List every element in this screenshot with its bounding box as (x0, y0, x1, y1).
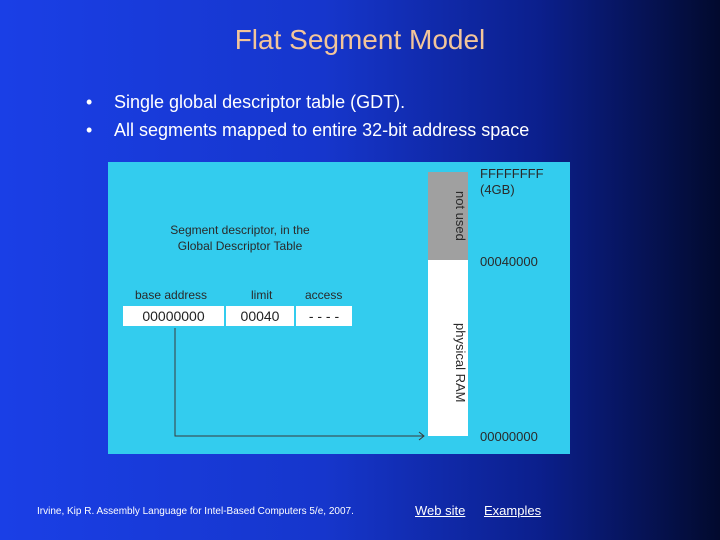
segment-diagram (108, 162, 570, 454)
limit-cell: 00040 (226, 306, 294, 326)
bullet-item (86, 116, 529, 144)
access-header: access (305, 288, 343, 302)
bullet-item (86, 88, 529, 116)
top-address-note: (4GB) (480, 182, 515, 197)
bullet-text: All segments mapped to entire 32-bit address space (114, 120, 530, 140)
bullet-text: Single global descriptor table (GDT). (114, 92, 406, 112)
base-address-cell: 00000000 (123, 306, 224, 326)
not-used-label: not used (453, 191, 468, 241)
bullet-dot-icon: • (86, 92, 93, 112)
access-cell: - - - - (296, 306, 352, 326)
top-address: FFFFFFFF (480, 166, 544, 181)
web-site-link[interactable]: Web site (415, 503, 466, 518)
bullet-list (86, 88, 529, 144)
limit-header: limit (251, 288, 273, 302)
bottom-address: 00000000 (480, 429, 538, 444)
mid-address: 00040000 (480, 254, 538, 269)
memory-unused-region (428, 172, 468, 260)
slide-title: Flat Segment Model (234, 24, 486, 55)
descriptor-caption: Segment descriptor, in the Global Descriptor Table (170, 223, 310, 253)
citation-text: Irvine, Kip R. Assembly Language for Intel-Based Computers 5/e, 2007. (37, 506, 354, 517)
examples-link[interactable]: Examples (484, 503, 542, 518)
base-address-header: base address (135, 288, 208, 302)
memory-ram-region (428, 260, 468, 436)
bullet-dot-icon: • (86, 120, 93, 140)
physical-ram-label: physical RAM (453, 323, 468, 403)
mapping-arrow (108, 162, 570, 454)
